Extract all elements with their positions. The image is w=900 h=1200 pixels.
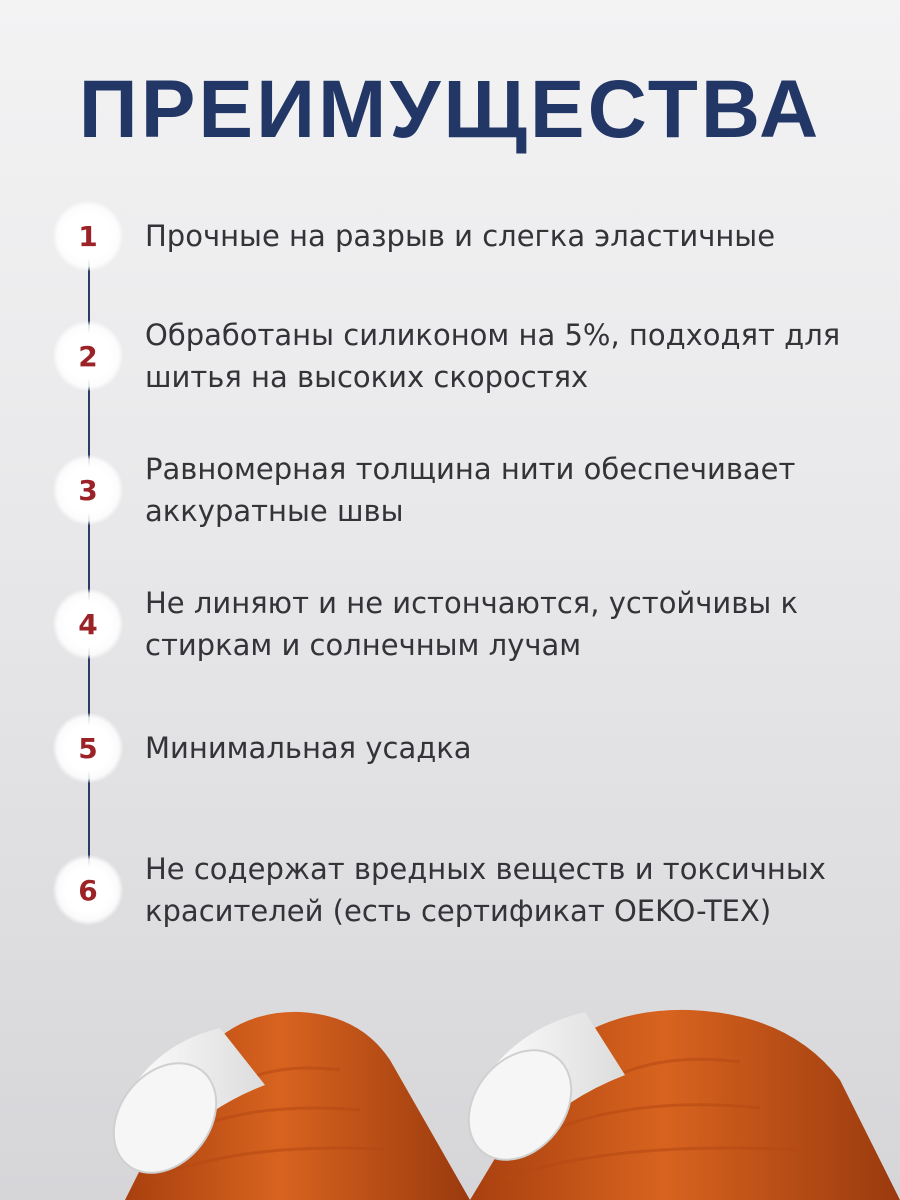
advantage-item-4 [0, 586, 900, 662]
thread-spool-right [448, 1010, 900, 1200]
advantage-item-5 [0, 731, 900, 765]
thread-spool-left [93, 1012, 470, 1200]
advantage-number-badge: 3 [53, 455, 123, 525]
thread-spools-image [0, 990, 900, 1200]
advantage-item-3 [0, 452, 900, 528]
advantage-text: Минимальная усадка [145, 731, 472, 765]
advantage-number-badge: 1 [53, 201, 123, 271]
advantage-text: Обработаны силиконом на 5%, подходят для шитья на высоких скоростях [145, 318, 841, 394]
advantage-item-2 [0, 318, 900, 394]
advantage-text: Не линяют и не истончаются, устойчивы к стиркам и солнечным лучам [145, 586, 798, 662]
advantage-item-1 [0, 219, 900, 253]
advantage-number-badge: 4 [53, 589, 123, 659]
advantage-text: Равномерная толщина нити обеспечивает аккуратные швы [145, 452, 796, 528]
advantage-text: Не содержат вредных веществ и токсичных красителей (есть сертификат OEKO-TEX) [145, 852, 826, 928]
page-title: ПРЕИМУЩЕСТВА [78, 64, 822, 155]
advantage-number-badge: 5 [53, 713, 123, 783]
advantage-number-badge: 2 [53, 321, 123, 391]
advantage-text: Прочные на разрыв и слегка эластичные [145, 219, 776, 253]
advantage-number-badge: 6 [53, 855, 123, 925]
advantage-item-6 [0, 852, 900, 928]
